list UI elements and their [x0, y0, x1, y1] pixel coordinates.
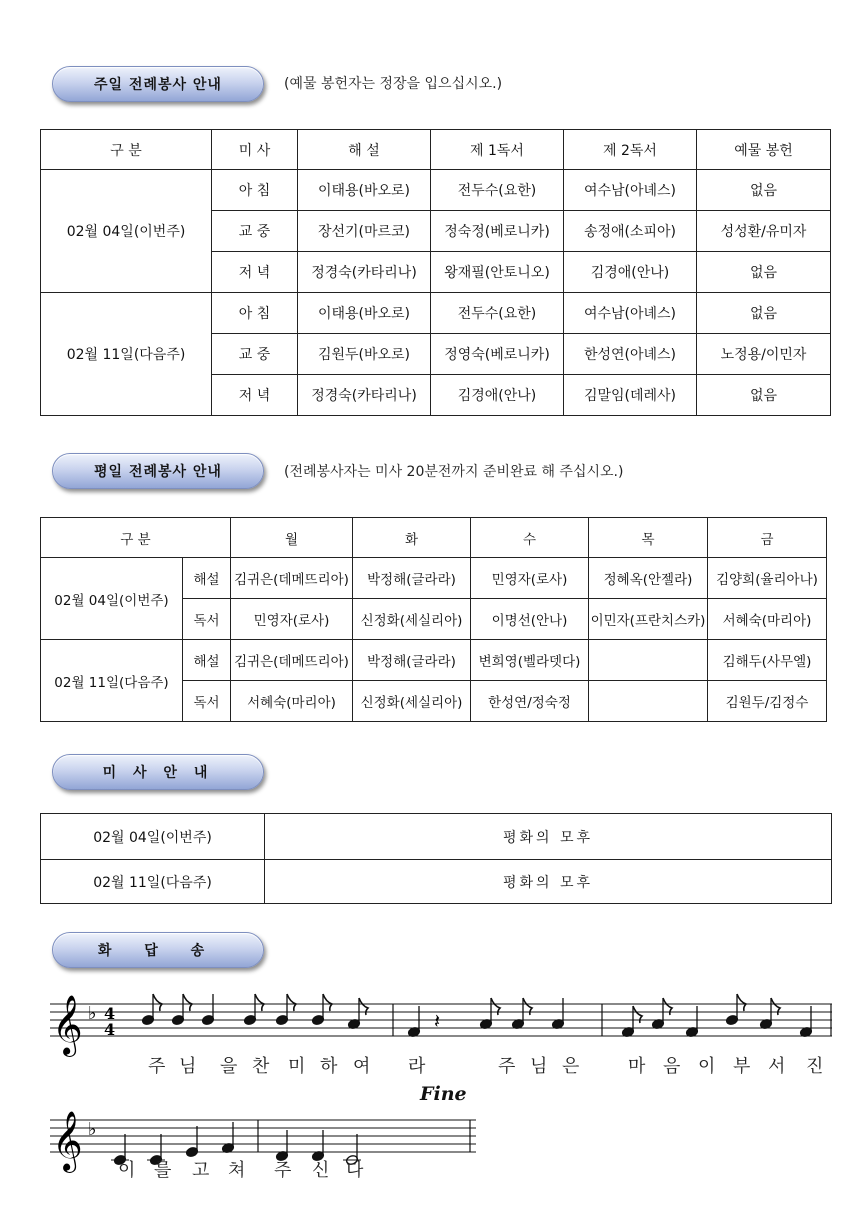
- server-name-cell: 서혜숙(마리아): [708, 599, 827, 640]
- lyric-syllable: 님: [530, 1056, 548, 1077]
- weekday-section-title: [52, 453, 264, 489]
- note-flag: [153, 994, 162, 1011]
- mass-row: [41, 860, 832, 904]
- lyric-syllable: 음: [663, 1056, 681, 1077]
- mass-row: [41, 814, 832, 860]
- music-staff-2: [50, 1098, 476, 1197]
- server-name-cell: 신정화(세실리아): [353, 681, 471, 722]
- server-name-cell: 없음: [697, 170, 831, 211]
- server-name-cell: 민영자(로사): [471, 558, 589, 599]
- lyric-syllable: 이: [118, 1160, 136, 1181]
- lyric-syllable: 님: [179, 1056, 197, 1077]
- server-name-cell: 장선기(마르코): [298, 211, 431, 252]
- sunday-row: [41, 170, 831, 211]
- server-name-cell: 없음: [697, 252, 831, 293]
- quarter-rest-icon: 𝄽: [434, 1009, 441, 1033]
- lyric-syllable: 주: [498, 1056, 516, 1077]
- lyric-syllable: 여: [353, 1056, 371, 1077]
- fine-marking: Fine: [420, 1083, 467, 1105]
- weekday-date-cell: 02월 04일(이번주): [41, 558, 183, 640]
- weekday-header-cell: 화: [353, 518, 471, 558]
- lyric-syllable: 신: [312, 1160, 330, 1181]
- role-cell: 해설: [183, 640, 231, 681]
- sunday-header-cell: 제 1독서: [431, 130, 564, 170]
- mass-date-cell: 02월 11일(다음주): [41, 860, 265, 904]
- weekday-header-cell: 수: [471, 518, 589, 558]
- server-name-cell: 성성환/유미자: [697, 211, 831, 252]
- server-name-cell: 민영자(로사): [231, 599, 353, 640]
- server-name-cell: 정영숙(베로니카): [431, 334, 564, 375]
- lyric-syllable: 를: [154, 1160, 172, 1181]
- server-name-cell: 김경애(안나): [564, 252, 697, 293]
- server-name-cell: 여수남(아녜스): [564, 170, 697, 211]
- mass-time-cell: 아 침: [212, 293, 298, 334]
- server-name-cell: 왕재필(안토니오): [431, 252, 564, 293]
- server-name-cell: 김귀은(데메뜨리아): [231, 640, 353, 681]
- server-name-cell: [589, 640, 708, 681]
- server-name-cell: 정경숙(카타리나): [298, 375, 431, 416]
- mass-time-cell: 아 침: [212, 170, 298, 211]
- sunday-header-cell: 해 설: [298, 130, 431, 170]
- server-name-cell: 한성연(아녜스): [564, 334, 697, 375]
- server-name-cell: 없음: [697, 375, 831, 416]
- server-name-cell: 전두수(요한): [431, 170, 564, 211]
- server-name-cell: 송정애(소피아): [564, 211, 697, 252]
- flat-sign-icon: ♭: [88, 1119, 97, 1140]
- server-name-cell: 박정해(글라라): [353, 640, 471, 681]
- mass-section-title: [52, 754, 264, 790]
- server-name-cell: 없음: [697, 293, 831, 334]
- weekday-header-cell: 구 분: [41, 518, 231, 558]
- mass-title-cell: 평화의 모후: [265, 860, 832, 904]
- mass-table: [40, 813, 832, 904]
- server-name-cell: 전두수(요한): [431, 293, 564, 334]
- server-name-cell: 이민자(프란치스카): [589, 599, 708, 640]
- sunday-date-cell: 02월 04일(이번주): [41, 170, 212, 293]
- server-name-cell: 김양희(율리아나): [708, 558, 827, 599]
- sunday-header-cell: 제 2독서: [564, 130, 697, 170]
- mass-title-text: 미 사 안 내: [102, 765, 214, 781]
- time-signature-top: 4: [104, 1004, 116, 1023]
- lyric-syllable: 주: [148, 1056, 166, 1077]
- lyric-syllable: 을: [220, 1056, 238, 1077]
- mass-date-cell: 02월 04일(이번주): [41, 814, 265, 860]
- weekday-title-text: 평일 전례봉사 안내: [94, 464, 222, 480]
- weekday-table: [40, 517, 827, 722]
- lyric-syllable: 진: [806, 1056, 824, 1077]
- lyric-syllable: 은: [562, 1056, 580, 1077]
- role-cell: 해설: [183, 558, 231, 599]
- weekday-header-cell: 월: [231, 518, 353, 558]
- server-name-cell: 노정용/이민자: [697, 334, 831, 375]
- time-signature-bottom: 4: [104, 1020, 116, 1039]
- psalm-section-title: [52, 932, 264, 968]
- server-name-cell: 정숙정(베로니카): [431, 211, 564, 252]
- sunday-header-cell: 미 사: [212, 130, 298, 170]
- server-name-cell: 여수남(아녜스): [564, 293, 697, 334]
- lyric-syllable: 부: [733, 1056, 751, 1077]
- lyric-syllable: 주: [274, 1160, 292, 1181]
- weekday-row: [41, 558, 827, 599]
- mass-title-cell: 평화의 모후: [265, 814, 832, 860]
- lyric-syllable: 서: [768, 1056, 786, 1077]
- mass-time-cell: 교 중: [212, 211, 298, 252]
- server-name-cell: 김원두/김정수: [708, 681, 827, 722]
- weekday-date-cell: 02월 11일(다음주): [41, 640, 183, 722]
- server-name-cell: 이태용(바오로): [298, 293, 431, 334]
- note-flag: [323, 994, 332, 1011]
- mass-time-cell: 저 녁: [212, 375, 298, 416]
- server-name-cell: 서혜숙(마리아): [231, 681, 353, 722]
- psalm-title-text: 화 답 송: [97, 943, 219, 959]
- treble-clef-icon: 𝄞: [52, 1111, 83, 1171]
- server-name-cell: 변희영(벨라뎃다): [471, 640, 589, 681]
- weekday-header-cell: 금: [708, 518, 827, 558]
- server-name-cell: 정혜옥(안젤라): [589, 558, 708, 599]
- mass-time-cell: 저 녁: [212, 252, 298, 293]
- role-cell: 독서: [183, 599, 231, 640]
- sunday-table: [40, 129, 831, 416]
- flat-sign-icon: ♭: [88, 1003, 97, 1024]
- lyric-syllable: 이: [698, 1056, 716, 1077]
- lyric-syllable: 쳐: [228, 1160, 246, 1181]
- server-name-cell: 이태용(바오로): [298, 170, 431, 211]
- sunday-header-cell: 구 분: [41, 130, 212, 170]
- sunday-header-cell: 예물 봉헌: [697, 130, 831, 170]
- server-name-cell: 김말임(데레사): [564, 375, 697, 416]
- server-name-cell: 김원두(바오로): [298, 334, 431, 375]
- lyric-syllable: 찬: [252, 1056, 270, 1077]
- sunday-section-title: [52, 66, 264, 102]
- lyric-syllable: 고: [192, 1160, 210, 1181]
- sunday-title-text: 주일 전례봉사 안내: [94, 77, 222, 93]
- weekday-note: (전례봉사자는 미사 20분전까지 준비완료 해 주십시오.): [284, 464, 624, 480]
- note-flag: [255, 994, 264, 1011]
- sunday-date-cell: 02월 11일(다음주): [41, 293, 212, 416]
- server-name-cell: 한성연/정숙정: [471, 681, 589, 722]
- server-name-cell: 신정화(세실리아): [353, 599, 471, 640]
- lyric-syllable: 라: [408, 1056, 426, 1077]
- mass-time-cell: 교 중: [212, 334, 298, 375]
- server-name-cell: [589, 681, 708, 722]
- lyric-syllable: 하: [320, 1056, 338, 1077]
- lyric-syllable: 다: [346, 1160, 364, 1181]
- lyric-syllable: 미: [288, 1056, 306, 1077]
- server-name-cell: 박정해(글라라): [353, 558, 471, 599]
- server-name-cell: 김귀은(데메뜨리아): [231, 558, 353, 599]
- weekday-header-row: [41, 518, 827, 558]
- role-cell: 독서: [183, 681, 231, 722]
- note-flag: [737, 994, 746, 1011]
- server-name-cell: 김해두(사무엘): [708, 640, 827, 681]
- server-name-cell: 정경숙(카타리나): [298, 252, 431, 293]
- weekday-row: [41, 640, 827, 681]
- note-flag: [183, 994, 192, 1011]
- sunday-row: [41, 293, 831, 334]
- note-flag: [287, 994, 296, 1011]
- lyric-syllable: 마: [628, 1056, 646, 1077]
- weekday-header-cell: 목: [589, 518, 708, 558]
- sunday-header-row: [41, 130, 831, 170]
- server-name-cell: 이명선(안나): [471, 599, 589, 640]
- treble-clef-icon: 𝄞: [52, 995, 83, 1055]
- sunday-note: (예물 봉헌자는 정장을 입으십시오.): [284, 76, 503, 92]
- server-name-cell: 김경애(안나): [431, 375, 564, 416]
